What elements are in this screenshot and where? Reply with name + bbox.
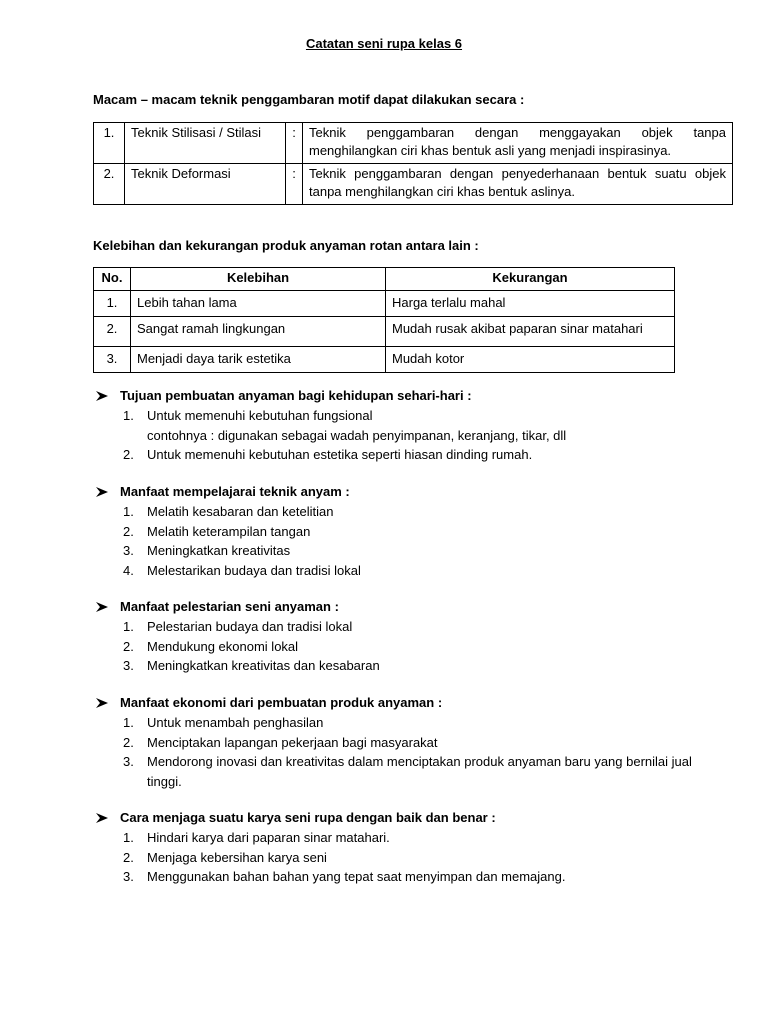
arrow-bullet-icon xyxy=(95,812,109,824)
technique-description: Teknik penggambaran dengan menggayakan objek tanpa menghilangkan ciri khas bentuk asli yang menjadi inspirasinya. xyxy=(303,123,733,164)
list-item xyxy=(93,541,693,561)
list-item xyxy=(93,848,693,868)
row-number: 3. xyxy=(94,347,131,373)
manfaat-teknik-section xyxy=(93,482,693,580)
technique-name: Teknik Deformasi xyxy=(125,164,286,205)
item-number: 2. xyxy=(123,849,134,865)
page-title: Catatan seni rupa kelas 6 xyxy=(305,36,463,51)
kekurangan-cell: Harga terlalu mahal xyxy=(386,291,675,317)
section-heading xyxy=(93,808,693,828)
item-text: Untuk memenuhi kebutuhan estetika seperti hiasan dinding rumah. xyxy=(147,447,533,462)
item-number: 1. xyxy=(123,504,134,519)
list-item xyxy=(93,445,693,465)
section-heading-text: Cara menjaga suatu karya seni rupa dengan baik dan benar : xyxy=(120,810,496,825)
item-number: 3. xyxy=(123,869,134,884)
teknik-table xyxy=(93,122,733,205)
table-row xyxy=(94,291,675,317)
item-text: Pelestarian budaya dan tradisi lokal xyxy=(147,619,353,634)
section1-heading: Macam – macam teknik penggambaran motif dapat dilakukan secara : xyxy=(93,92,525,107)
section-heading-text: Tujuan pembuatan anyaman bagi kehidupan sehari-hari : xyxy=(120,388,472,403)
kelebihan-cell: Lebih tahan lama xyxy=(131,291,386,317)
item-text: Menjaga kebersihan karya seni xyxy=(147,849,327,865)
section-heading xyxy=(93,386,693,406)
manfaat-ekonomi-section xyxy=(93,693,693,791)
list-item xyxy=(93,522,693,542)
colon-separator: : xyxy=(286,123,303,164)
item-text: Untuk menambah penghasilan xyxy=(147,715,324,730)
item-text: Menggunakan bahan bahan yang tepat saat menyimpan dan memajang. xyxy=(147,869,566,884)
header-kekurangan: Kekurangan xyxy=(386,268,675,291)
technique-name: Teknik Stilisasi / Stilasi xyxy=(125,123,286,164)
row-number: 2. xyxy=(94,317,131,347)
item-text: Mendukung ekonomi lokal xyxy=(147,638,299,654)
kekurangan-cell: Mudah rusak akibat paparan sinar matahari xyxy=(386,317,675,347)
cara-menjaga-section xyxy=(93,808,693,887)
item-number: 1. xyxy=(123,715,134,730)
list-item-continuation: contohnya : digunakan sebagai wadah penyimpanan, keranjang, tikar, dll xyxy=(147,427,567,443)
item-text: Melestarikan budaya dan tradisi lokal xyxy=(147,562,361,578)
item-text: Mendorong inovasi dan kreativitas dalam menciptakan produk anyaman baru yang bernilai jual tinggi. xyxy=(147,754,692,789)
section-heading-text: Manfaat pelestarian seni anyaman : xyxy=(120,599,339,614)
table-row xyxy=(94,164,733,205)
table-row xyxy=(94,317,675,347)
item-number: 3. xyxy=(123,658,134,673)
item-text: Melatih kesabaran dan ketelitian xyxy=(147,504,334,519)
item-text: Melatih keterampilan tangan xyxy=(147,523,311,539)
kekurangan-cell: Mudah kotor xyxy=(386,347,675,373)
item-text: Meningkatkan kreativitas xyxy=(147,543,291,558)
arrow-bullet-icon xyxy=(95,601,109,613)
item-number: 2. xyxy=(123,447,134,462)
list-item xyxy=(93,656,693,676)
kelebihan-cell: Menjadi daya tarik estetika xyxy=(131,347,386,373)
item-number: 2. xyxy=(123,523,134,539)
list-item xyxy=(93,828,693,848)
list-item xyxy=(93,406,693,426)
item-number: 1. xyxy=(123,619,134,634)
row-number: 1. xyxy=(94,123,125,164)
kelebihan-cell: Sangat ramah lingkungan xyxy=(131,317,386,347)
tujuan-section xyxy=(93,386,693,465)
list-item xyxy=(93,502,693,522)
kelebihan-kekurangan-table xyxy=(93,267,675,373)
item-number: 4. xyxy=(123,562,134,578)
item-number: 1. xyxy=(123,408,134,423)
row-number: 2. xyxy=(94,164,125,205)
item-number: 1. xyxy=(123,830,134,845)
section-heading-text: Manfaat ekonomi dari pembuatan produk anyaman : xyxy=(120,695,443,710)
list-item xyxy=(93,617,693,637)
list-item xyxy=(93,867,693,887)
arrow-bullet-icon xyxy=(95,697,109,709)
item-text: Hindari karya dari paparan sinar matahari. xyxy=(147,830,390,845)
item-text: Untuk memenuhi kebutuhan fungsional xyxy=(147,408,373,423)
item-number: 3. xyxy=(123,543,134,558)
table-header-row xyxy=(94,268,675,291)
list-item xyxy=(93,637,693,657)
table-row xyxy=(94,123,733,164)
list-item xyxy=(93,561,693,581)
section-heading xyxy=(93,597,693,617)
arrow-bullet-icon xyxy=(95,390,109,402)
colon-separator: : xyxy=(286,164,303,205)
list-item xyxy=(93,733,693,753)
item-number: 2. xyxy=(123,638,134,654)
item-number: 3. xyxy=(123,754,134,769)
item-text: Meningkatkan kreativitas dan kesabaran xyxy=(147,658,380,673)
arrow-bullet-icon xyxy=(95,486,109,498)
list-item xyxy=(93,713,693,733)
list-item xyxy=(93,752,693,791)
header-kelebihan: Kelebihan xyxy=(131,268,386,291)
section2-heading: Kelebihan dan kekurangan produk anyaman rotan antara lain : xyxy=(93,238,479,253)
section-heading xyxy=(93,693,693,713)
table-row xyxy=(94,347,675,373)
technique-description: Teknik penggambaran dengan penyederhanaan bentuk suatu objek tanpa menghilangkan ciri khas bentuk aslinya. xyxy=(303,164,733,205)
header-no: No. xyxy=(94,268,131,291)
row-number: 1. xyxy=(94,291,131,317)
section-heading-text: Manfaat mempelajarai teknik anyam : xyxy=(120,484,350,499)
item-text: Menciptakan lapangan pekerjaan bagi masyarakat xyxy=(147,734,438,750)
manfaat-pelestarian-section xyxy=(93,597,693,676)
section-heading xyxy=(93,482,693,502)
item-number: 2. xyxy=(123,734,134,750)
